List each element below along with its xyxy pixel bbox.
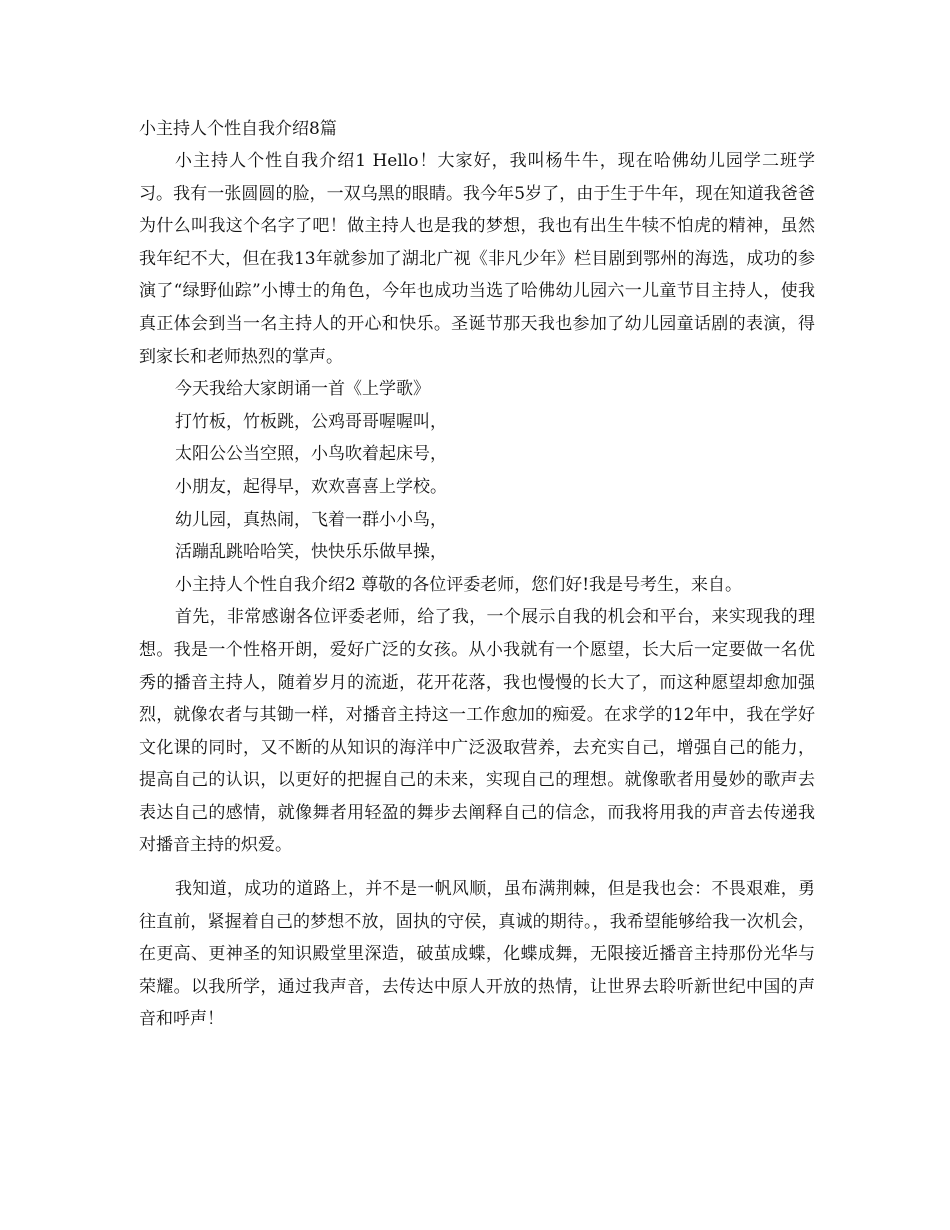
poem-line: 太阳公公当空照，小鸟吹着起床号，: [175, 444, 447, 465]
paragraph-intro-2: 小主持人个性自我介绍2 尊敬的各位评委老师，您们好!我是号考生，来自。: [175, 574, 743, 595]
poem-line: 打竹板，竹板跳，公鸡哥哥喔喔叫，: [175, 411, 447, 432]
paragraph-intro-1: 小主持人个性自我介绍1 Hello！大家好，我叫杨牛牛，现在哈佛幼儿园学二班学习。我有一张圆圆的脸，一双乌黑的眼睛。我今年5岁了，由于生于牛年，现在知道我爸爸为什么叫我这个名字了吧！做主持人也是我的梦想，我也有出生牛犊不怕虎的精神，虽然我年纪不大，但在我13年就参加了湖北广视《非凡少年》栏目剧到鄂州的海选，成功的参演了“绿野仙踪”小博士的角色，今年也成功当选了哈佛幼儿园六一儿童节目主持人，使我真正体会到当一名主持人的开心和快乐。圣诞节那天我也参加了幼儿园童话剧的表演，得到家长和老师热烈的掌声。: [139, 151, 815, 367]
document-body: [139, 113, 815, 1036]
paragraph-body: 我知道，成功的道路上，并不是一帆风顺，虽布满荆棘，但是我也会：不畏艰难，勇往直前，紧握着自己的梦想不放，固执的守侯，真诚的期待。，我希望能够给我一次机会，在更高、更神圣的知识殿堂里深造，破茧成蝶，化蝶成舞，无限接近播音主持那份光华与荣耀。以我所学，通过我声音，去传达中原人开放的热情，让世界去聆听新世纪中国的声音和呼声！: [139, 879, 815, 1030]
poem-line: 幼儿园，真热闹，飞着一群小小鸟，: [175, 509, 447, 530]
paragraph-body: 首先，非常感谢各位评委老师，给了我，一个展示自我的机会和平台，来实现我的理想。我是一个性格开朗，爱好广泛的女孩。从小我就有一个愿望，长大后一定要做一名优秀的播音主持人，随着岁月的流逝，花开花落，我也慢慢的长大了，而这种愿望却愈加强烈，就像农者与其锄一样，对播音主持这一工作愈加的痴爱。在求学的12年中，我在学好文化课的同时，又不断的从知识的海洋中广泛汲取营养，去充实自己，增强自己的能力，提高自己的认识，以更好的把握自己的未来，实现自己的理想。就像歌者用曼妙的歌声去表达自己的感情，就像舞者用轻盈的舞步去阐释自己的信念，而我将用我的声音去传递我对播音主持的炽爱。: [139, 607, 815, 856]
poem-line: 小朋友，起得早，欢欢喜喜上学校。: [175, 476, 447, 497]
poem-title-line: 今天我给大家朗诵一首《上学歌》: [175, 379, 430, 400]
poem-line: 活蹦乱跳哈哈笑，快快乐乐做早操，: [175, 542, 447, 563]
document-title: 小主持人个性自我介绍8篇: [139, 119, 337, 139]
